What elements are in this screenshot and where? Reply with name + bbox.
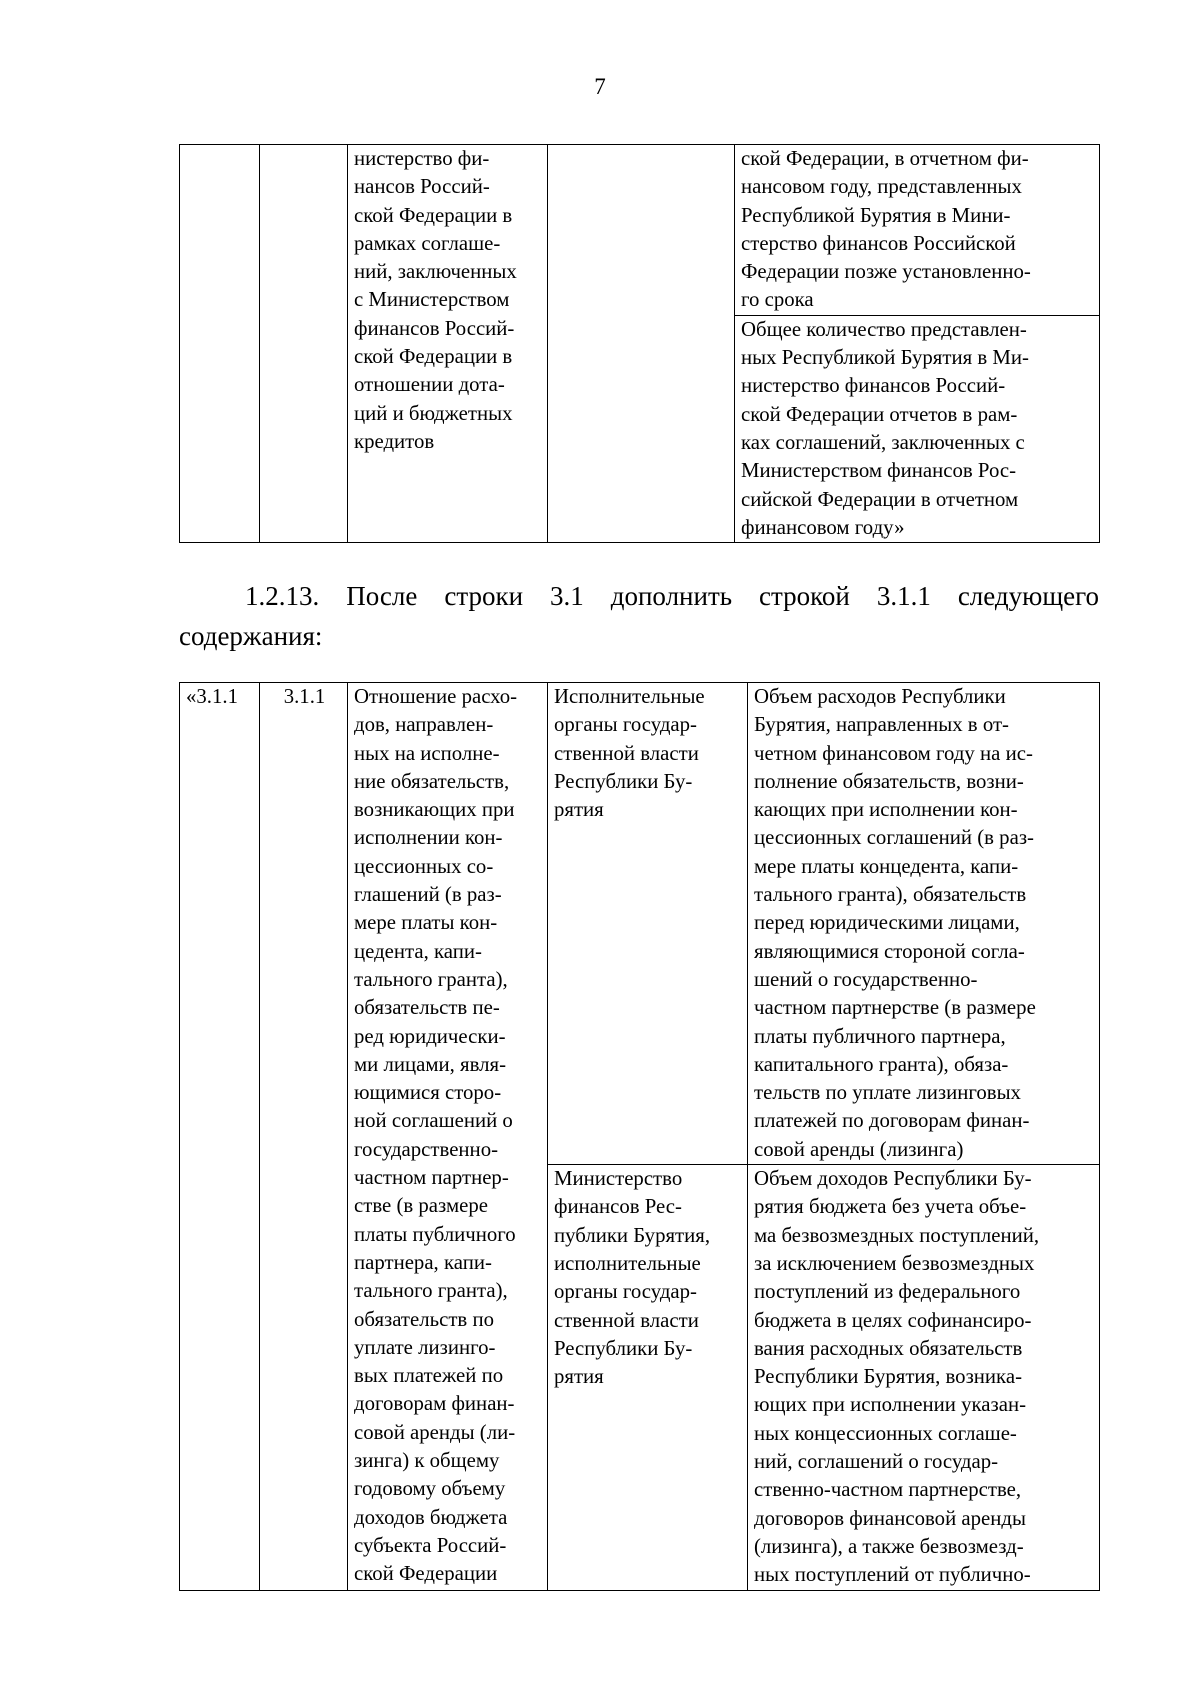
- text-line: годовому объему: [354, 1477, 506, 1501]
- text-line: Республики Бу-: [554, 1336, 693, 1360]
- text-line: тального гранта),: [354, 1279, 508, 1303]
- table-row: [180, 145, 1100, 316]
- table-row: [180, 683, 1100, 1165]
- text-line: исполнении кон-: [354, 826, 503, 850]
- responsible-cell: [548, 683, 748, 1165]
- description-cell: [748, 1165, 1100, 1590]
- text-line: ской Федерации в: [354, 345, 513, 369]
- text-line: мере платы кон-: [354, 911, 498, 935]
- text-line: Исполнительные: [554, 685, 705, 708]
- text-line: платы публичного: [354, 1222, 516, 1246]
- responsible-cell: [548, 145, 735, 543]
- text-line: за исключением безвозмездных: [754, 1251, 1035, 1275]
- description-text: [754, 683, 1095, 1164]
- text-line: исполнительные: [554, 1251, 701, 1275]
- responsible-text: [554, 683, 743, 824]
- text-line: тельств по уплате лизинговых: [754, 1081, 1021, 1105]
- text-line: перед юридическими лицами,: [754, 911, 1020, 935]
- text-line: субъекта Россий-: [354, 1533, 507, 1557]
- text-line: финансовом году»: [741, 515, 905, 539]
- text-line: платы публичного партнера,: [754, 1024, 1006, 1048]
- text-line: Республикой Бурятия в Мини-: [741, 203, 1011, 227]
- amendment-paragraph: 1.2.13. После строки 3.1 дополнить строкой 3.1.1 следующего содержания:: [179, 581, 1099, 651]
- text-line: ках соглашений, заключенных с: [741, 430, 1025, 454]
- text-line: договоров финансовой аренды: [754, 1506, 1026, 1530]
- text-line: зинга) к общему: [354, 1449, 500, 1473]
- text-line: ред юридически-: [354, 1024, 506, 1048]
- text-line: ма безвозмездных поступлений,: [754, 1223, 1040, 1247]
- text-line: ской Федерации: [354, 1562, 498, 1586]
- indicator-table-new-row: [179, 682, 1100, 1591]
- text-line: Объем доходов Республики Бу-: [754, 1167, 1032, 1191]
- text-line: капитального гранта), обяза-: [754, 1052, 1009, 1076]
- number-cell: [180, 683, 260, 1591]
- text-line: бюджета в целях софинансиро-: [754, 1308, 1032, 1332]
- text-line: (лизинга), а также безвозмезд-: [754, 1534, 1024, 1558]
- text-line: нистерство фи-: [354, 147, 490, 170]
- text-line: шений о государственно-: [754, 967, 978, 991]
- description-text: [754, 1165, 1095, 1589]
- text-line: стве (в размере: [354, 1194, 488, 1218]
- text-line: рятия бюджета без учета объе-: [754, 1195, 1027, 1219]
- text-line: доходов бюджета: [354, 1505, 508, 1529]
- text-line: ющих при исполнении указан-: [754, 1393, 1026, 1417]
- text-line: Общее количество представлен-: [741, 317, 1027, 341]
- indicator-name-cell: [348, 145, 548, 543]
- indicator-name-cell: [348, 683, 548, 1591]
- description-text: [741, 145, 1095, 315]
- text-line: договорам финан-: [354, 1392, 515, 1416]
- text-line: являющимися стороной согла-: [754, 939, 1025, 963]
- text-line: тального гранта), обязательств: [754, 883, 1027, 907]
- text-line: кредитов: [354, 429, 435, 453]
- text-line: Федерации позже установленно-: [741, 260, 1031, 284]
- description-cell: [748, 683, 1100, 1165]
- text-line: ций и бюджетных: [354, 401, 513, 425]
- text-line: ных поступлений от публично-: [754, 1563, 1031, 1587]
- text-line: нистерство финансов Россий-: [741, 374, 1006, 398]
- text-line: Министерством финансов Рос-: [741, 459, 1017, 483]
- text-line: уплате лизинго-: [354, 1335, 496, 1359]
- text-line: частном партнерстве (в размере: [754, 996, 1036, 1020]
- text-line: частном партнер-: [354, 1166, 509, 1190]
- responsible-text: [554, 1165, 743, 1391]
- text-line: ние обязательств,: [354, 769, 510, 793]
- number-cell: [180, 145, 260, 543]
- text-line: ной соглашений о: [354, 1109, 513, 1133]
- text-line: ской Федерации в: [354, 203, 513, 227]
- text-line: мере платы концедента, капи-: [754, 854, 1019, 878]
- text-line: нансов Россий-: [354, 175, 490, 199]
- text-line: ных на исполне-: [354, 741, 500, 765]
- text-line: ственно-частном партнерстве,: [754, 1478, 1022, 1502]
- description-cell: [735, 145, 1100, 316]
- text-line: возникающих при: [354, 798, 515, 822]
- indicator-table-continuation: [179, 144, 1100, 543]
- text-line: цессионных со-: [354, 854, 494, 878]
- text-line: публики Бурятия,: [554, 1223, 711, 1247]
- row-number: «3.1.1: [186, 685, 238, 708]
- text-line: финансов Рес-: [554, 1195, 682, 1219]
- text-line: отношении дота-: [354, 373, 505, 397]
- text-line: обязательств по: [354, 1307, 494, 1331]
- row-code: 3.1.1: [283, 685, 326, 708]
- text-line: ний, соглашений о государ-: [754, 1450, 999, 1474]
- text-line: ственной власти: [554, 1308, 699, 1332]
- code-cell: [260, 683, 348, 1591]
- text-line: поступлений из федерального: [754, 1280, 1021, 1304]
- text-line: Республики Бу-: [554, 769, 693, 793]
- text-line: финансов Россий-: [354, 316, 515, 340]
- text-line: цессионных соглашений (в раз-: [754, 826, 1034, 850]
- text-line: совой аренды (лизинга): [754, 1137, 964, 1161]
- text-line: ской Федерации отчетов в рам-: [741, 402, 1018, 426]
- indicator-name-text: [354, 683, 543, 1589]
- text-line: партнера, капи-: [354, 1250, 492, 1274]
- text-line: совой аренды (ли-: [354, 1420, 516, 1444]
- description-text: [741, 316, 1095, 542]
- text-line: органы государ-: [554, 1280, 697, 1304]
- text-line: платежей по договорам финан-: [754, 1109, 1030, 1133]
- description-cell: [735, 315, 1100, 542]
- text-line: ных Республикой Бурятия в Ми-: [741, 346, 1029, 370]
- text-line: государственно-: [354, 1137, 499, 1161]
- text-line: с Министерством: [354, 288, 510, 312]
- text-line: Министерство: [554, 1167, 683, 1191]
- text-line: рамках соглаше-: [354, 231, 501, 255]
- page-number: 7: [594, 74, 606, 99]
- text-line: ской Федерации, в отчетном фи-: [741, 147, 1029, 170]
- text-line: стерство финансов Российской: [741, 231, 1016, 255]
- text-line: рятия: [554, 1365, 604, 1389]
- text-line: органы государ-: [554, 713, 697, 737]
- text-line: кающих при исполнении кон-: [754, 798, 1018, 822]
- text-line: Республики Бурятия, возника-: [754, 1365, 1022, 1389]
- text-line: тального гранта),: [354, 967, 508, 991]
- text-line: рятия: [554, 798, 604, 822]
- text-line: Отношение расхо-: [354, 685, 518, 708]
- text-line: Бурятия, направленных в от-: [754, 713, 1009, 737]
- text-line: вания расходных обязательств: [754, 1336, 1023, 1360]
- text-line: ных концессионных соглаше-: [754, 1421, 1017, 1445]
- code-cell: [260, 145, 348, 543]
- text-line: дов, направлен-: [354, 713, 494, 737]
- responsible-cell: [548, 1165, 748, 1590]
- text-line: ющимися сторо-: [354, 1081, 502, 1105]
- text-line: нансовом году, представленных: [741, 175, 1022, 199]
- text-line: обязательств пе-: [354, 996, 500, 1020]
- text-line: ственной власти: [554, 741, 699, 765]
- text-line: Объем расходов Республики: [754, 685, 1006, 708]
- text-line: четном финансовом году на ис-: [754, 741, 1033, 765]
- text-line: цедента, капи-: [354, 939, 482, 963]
- indicator-name-text: [354, 145, 543, 456]
- text-line: ми лицами, явля-: [354, 1052, 507, 1076]
- text-line: полнение обязательств, возни-: [754, 769, 1024, 793]
- text-line: го срока: [741, 288, 814, 312]
- text-line: глашений (в раз-: [354, 883, 502, 907]
- text-line: сийской Федерации в отчетном: [741, 487, 1019, 511]
- text-line: вых платежей по: [354, 1364, 504, 1388]
- text-line: ний, заключенных: [354, 260, 517, 284]
